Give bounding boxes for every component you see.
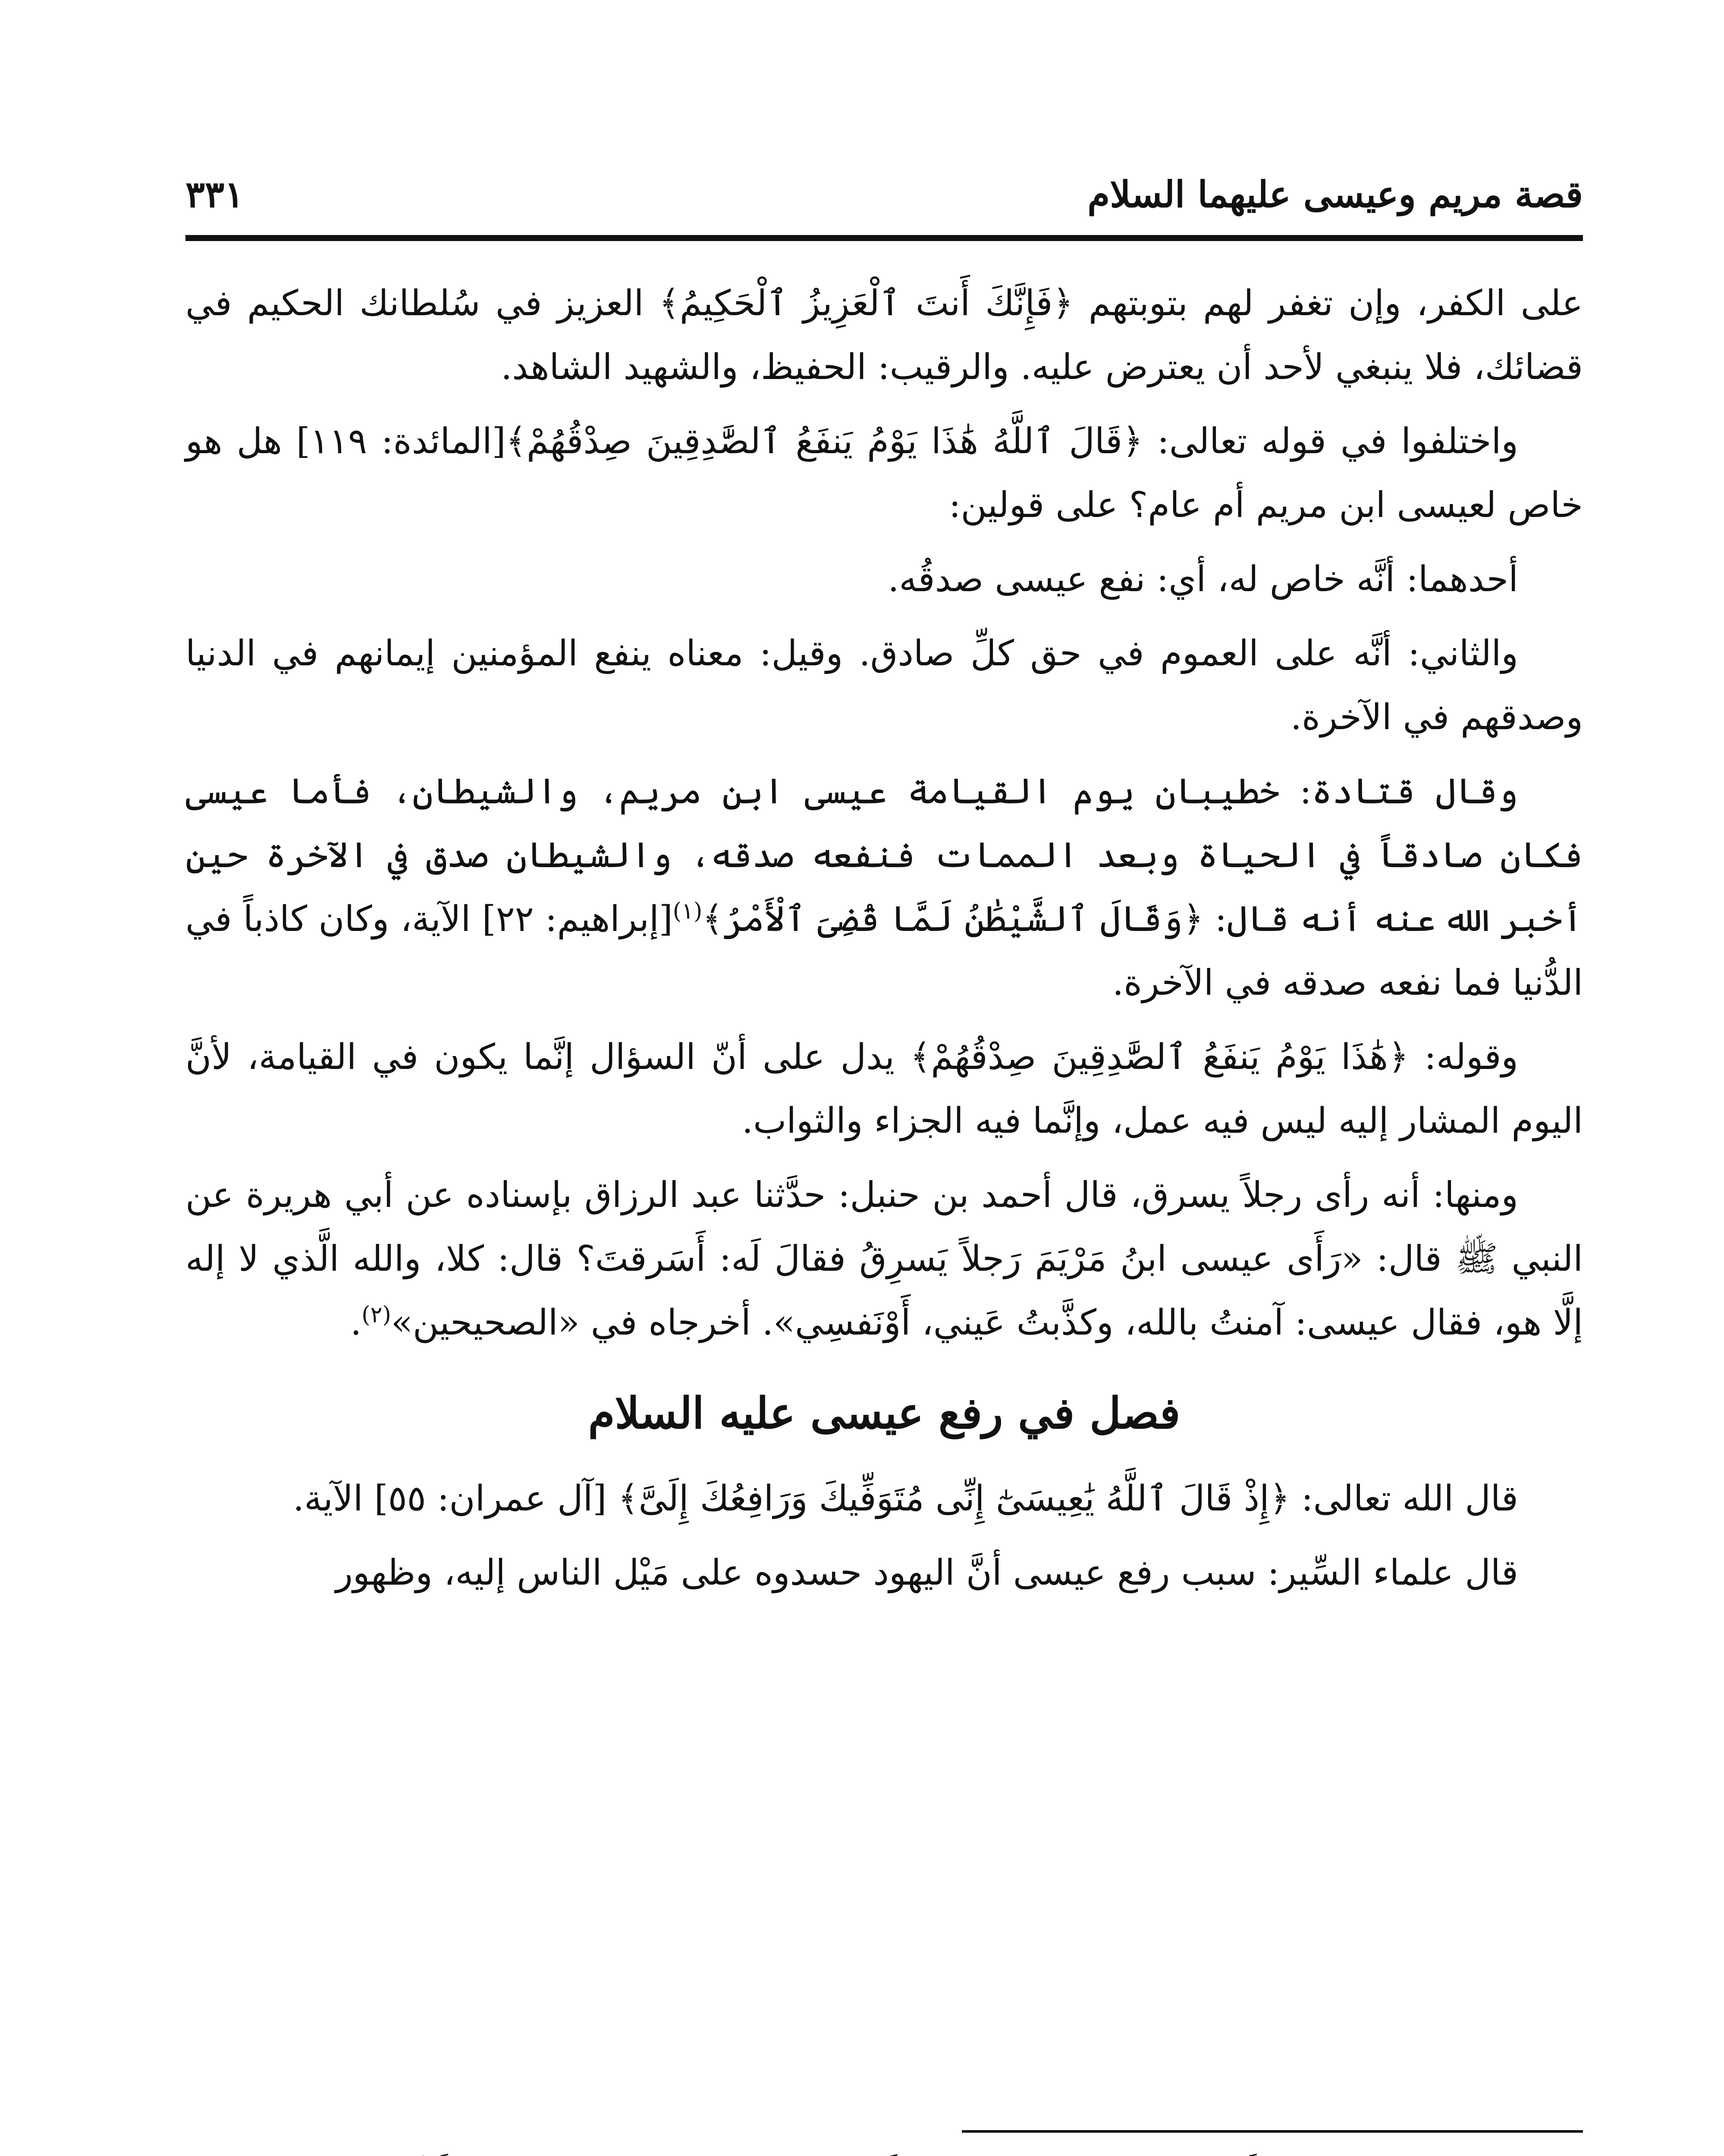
footnote-ref-2[interactable]: (٢) xyxy=(361,1302,391,1328)
paragraph-5 xyxy=(185,760,1583,1015)
chapter-title: قصة مريم وعيسى عليهما السلام xyxy=(1087,173,1583,216)
footnote-1 xyxy=(185,2152,1583,2156)
footnote-ref-1[interactable]: (١) xyxy=(672,898,703,924)
footnote-rule xyxy=(962,2130,1583,2133)
paragraph-2: واختلفوا في قوله تعالى: ﴿قَالَ ٱللَّهُ هَٰذَا يَوْمُ يَنفَعُ ٱلصَّٰدِقِينَ صِدْقُهُمْ﴾[المائدة: ١١٩] هل هو خاص لعيسى ابن مريم أم عام؟ على قولين: xyxy=(185,421,1583,526)
paragraph-4: والثاني: أنَّه على العموم في حق كلِّ صادق. وقيل: معناه ينفع المؤمنين إيمانهم في الدنيا وصدقهم في الآخرة. xyxy=(185,633,1583,738)
paragraph-5-text-end: [إبراهيم: ٢٢] الآية، وكان كاذباً في الدُّنيا فما نفعه صدقه في الآخرة. xyxy=(185,899,1583,1003)
main-text xyxy=(185,272,1583,1615)
paragraph-6: وقوله: ﴿هَٰذَا يَوْمُ يَنفَعُ ٱلصَّٰدِقِينَ صِدْقُهُمْ﴾ يدل على أنّ السؤال إنَّما يكون في القيامة، لأنَّ اليوم المشار إليه ليس فيه عمل، وإنَّما فيه الجزاء والثواب. xyxy=(185,1037,1583,1141)
paragraph-1: على الكفر، وإن تغفر لهم بتوبتهم ﴿فَإِنَّكَ أَنتَ ٱلْعَزِيزُ ٱلْحَكِيمُ﴾ العزيز في سُلطانك الحكيم في قضائك، فلا ينبغي لأحد أن يعترض عليه. والرقيب: الحفيظ، والشهيد الشاهد. xyxy=(185,283,1583,388)
paragraph-7 xyxy=(185,1163,1583,1355)
paragraph-5-text: وقال قتادة: خطيبان يوم القيامة عيسى ابن مريم، والشيطان، فأما عيسى فكان صادقاً في الحياة وبعد الممات فنفعه صدقه، والشيطان صدق في الآخرة حين أخبر الله عنه أنه قال: ﴿وَقَالَ ٱلشَّيْطَٰنُ لَمَّا قُضِىَ ٱلْأَمْرُ﴾ xyxy=(185,771,1583,940)
page-header xyxy=(185,142,1583,216)
paragraph-3: أحدهما: أنَّه خاص له، أي: نفع عيسى صدقُه. xyxy=(888,559,1518,600)
section-heading: فصل في رفع عيسى عليه السلام xyxy=(588,1388,1181,1438)
paragraph-9: قال علماء السِّير: سبب رفع عيسى أنَّ اليهود حسدوه على مَيْل الناس إليه، وظهور xyxy=(336,1552,1518,1593)
paragraph-7-text-end: . xyxy=(350,1302,362,1343)
header-rule xyxy=(185,235,1583,241)
footnotes xyxy=(185,2152,1583,2156)
paragraph-7-text: ومنها: أنه رأى رجلاً يسرق، قال أحمد بن حنبل: حدَّثنا عبد الرزاق بإسناده عن أبي هريرة عن النبي ﷺ قال: «رَأَى عيسى ابنُ مَرْيَمَ رَجلاً يَسرِقُ فقالَ لَه: أَسَرقتَ؟ قال: كلا، والله الَّذي لا إله إلَّا هو، فقال عيسى: آمنتُ بالله، وكذَّبتُ عَيني، أَوْنَفسِي». أخرجاه في «الصحيحين» xyxy=(185,1175,1583,1343)
paragraph-8: قال الله تعالى: ﴿إِذْ قَالَ ٱللَّهُ يَٰعِيسَىٰٓ إِنِّى مُتَوَفِّيكَ وَرَافِعُكَ إِلَىَّ﴾ [آل عمران: ٥٥] الآية. xyxy=(293,1478,1518,1519)
page-number: ٣٣١ xyxy=(185,173,244,216)
